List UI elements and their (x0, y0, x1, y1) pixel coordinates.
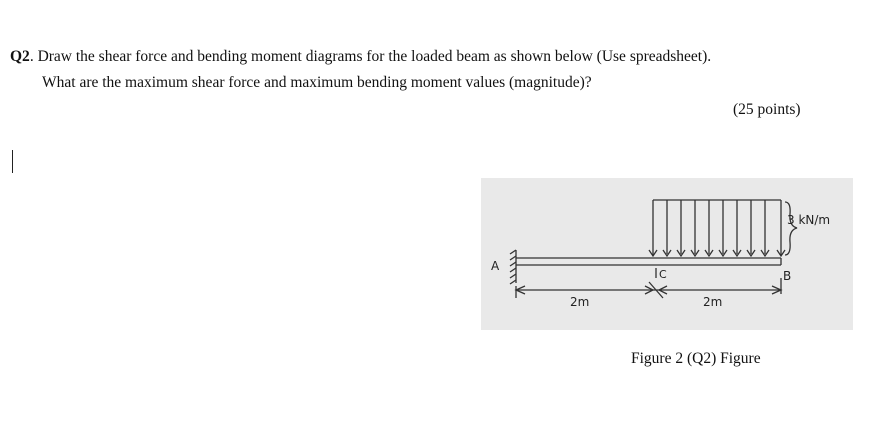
question-number: Q2 (10, 48, 30, 65)
beam-diagram (481, 178, 853, 330)
span-right-label: 2m (703, 295, 723, 309)
point-c-label: C (659, 268, 667, 281)
dimension-lines (516, 278, 781, 298)
point-b-label: B (783, 269, 792, 283)
load-brace (785, 202, 797, 255)
span-left-label: 2m (570, 295, 590, 309)
beam (516, 258, 781, 265)
support-hatch (510, 250, 516, 284)
point-a-label: A (491, 259, 500, 273)
distributed-load (649, 200, 797, 256)
points-label: (25 points) (733, 101, 801, 118)
question-line-1 (10, 48, 711, 66)
question-text-1: . Draw the shear force and bending moment diagrams for the loaded beam as shown below (Use spreadsheet). (29, 48, 712, 65)
load-label: 3 kN/m (787, 213, 831, 227)
text-cursor (12, 150, 13, 173)
figure-caption: Figure 2 (Q2) Figure (631, 350, 761, 367)
question-line-2: What are the maximum shear force and maximum bending moment values (magnitude)? (42, 74, 592, 91)
beam-figure (481, 178, 853, 330)
